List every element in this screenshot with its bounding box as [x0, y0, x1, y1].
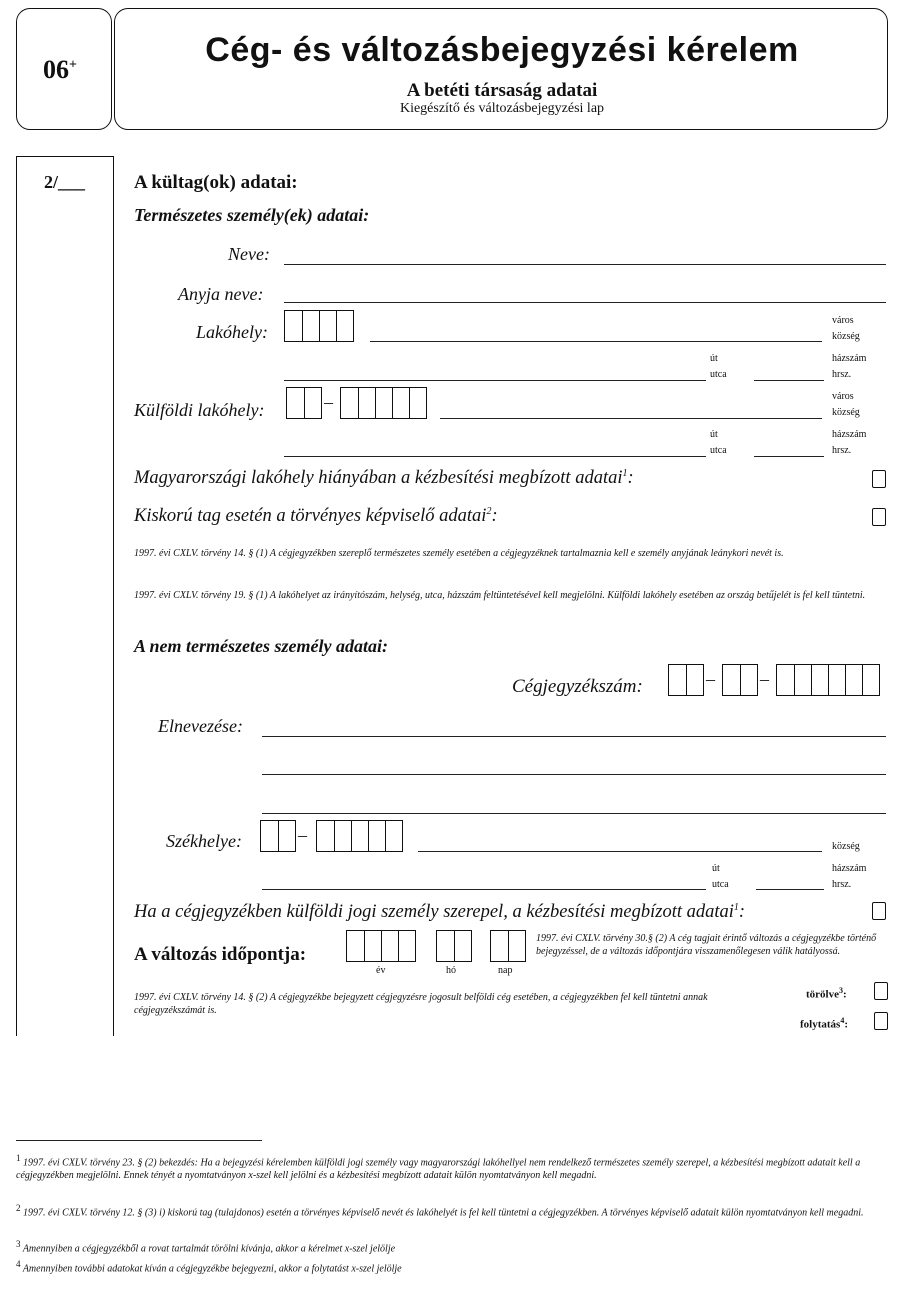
foreign-zip-cells[interactable]: [340, 387, 427, 419]
section-members-heading: A kültag(ok) adatai:: [134, 172, 298, 193]
seat-housenum-line[interactable]: [756, 889, 824, 890]
foreign-street-label: utca: [710, 445, 727, 456]
continue-label: folytatás$^4$:: [800, 1016, 848, 1031]
name-input-line[interactable]: [284, 264, 886, 265]
month-label: hó: [446, 965, 456, 976]
delete-label: törölve$^3$:: [806, 986, 847, 1001]
law-note-mother-name: 1997. évi CXLV. törvény 14. § (1) A cégjegyzékben szereplő természetes személy esetében a cégjegyzéknek tartalmaznia kell e személy anyjának leánykori nevét is.: [134, 548, 784, 559]
foreign-housenum-line[interactable]: [754, 456, 824, 457]
residence-street-line[interactable]: [284, 380, 706, 381]
change-date-month-cells[interactable]: [436, 930, 472, 962]
seat-street-label: utca: [712, 879, 729, 890]
left-column-frame: [16, 156, 114, 1036]
regno-label: Cégjegyzékszám:: [512, 676, 643, 697]
change-date-year-cells[interactable]: [346, 930, 416, 962]
regno-cells-serial[interactable]: [776, 664, 880, 696]
residence-lot-label: hrsz.: [832, 369, 852, 380]
residence-label: Lakóhely:: [196, 322, 268, 342]
foreign-city-label: város: [832, 391, 854, 402]
name-label: Neve:: [228, 244, 270, 264]
residence-city-label: város: [832, 315, 854, 326]
regno-law-note: 1997. évi CXLV. törvény 14. § (2) A cégjegyzékbe bejegyzett cégjegyzésre jogosult belföldi cég esetében, a cégjegyzékben fel kell tüntetni annak cégjegyzékszámát is.: [134, 992, 708, 1016]
residence-zip-cells[interactable]: [284, 310, 354, 342]
day-label: nap: [498, 965, 513, 976]
seat-zip-cells[interactable]: [316, 820, 403, 852]
seat-country-cells[interactable]: [260, 820, 296, 852]
foreign-street-line[interactable]: [284, 456, 706, 457]
residence-housenum-line[interactable]: [754, 380, 824, 381]
seat-city-line[interactable]: [418, 851, 822, 852]
footnote-4: $^4$ Amennyiben további adatokat kíván a cégjegyzékbe bejegyezni, akkor a folytatást x-szel jelölje: [16, 1259, 402, 1275]
form-code: 06+: [43, 55, 77, 84]
foreign-dash: –: [324, 392, 333, 412]
seat-street-line[interactable]: [262, 889, 706, 890]
foreign-village-label: község: [832, 407, 860, 418]
page-subtitle: A betéti társaság adatai: [406, 80, 598, 101]
seat-road-label: út: [712, 863, 720, 874]
foreign-road-label: út: [710, 429, 718, 440]
foreign-entity-delivery-checkbox[interactable]: [872, 902, 886, 920]
foreign-country-cells[interactable]: [286, 387, 322, 419]
foreign-lot-label: hrsz.: [832, 445, 852, 456]
seat-lot-label: hrsz.: [832, 879, 852, 890]
law-note-residence: 1997. évi CXLV. törvény 19. § (1) A lakóhelyet az irányítószám, helység, utca, házszám feltüntetésével kell megjelölni. Külföldi lakóhely esetében az ország betűjelét is fel kell tüntetni.: [134, 590, 866, 601]
footnote-2: $^2$ 1997. évi CXLV. törvény 12. § (3) i) kiskorú tag (tulajdonos) esetén a törvényes képviselő nevét és lakóhelyét is fel kell tüntetni a cégjegyzékben. A törvényes képviselő adatait külön nyomtatványon kell megadni.: [16, 1203, 864, 1219]
change-date-law-note: 1997. évi CXLV. törvény 30.§ (2) A cég tagjait érintő változás a cégjegyzékbe történő bejegyzéssel, de a változás időpontjára visszamenőlegesen válik hatályossá.: [536, 933, 877, 957]
continue-checkbox[interactable]: [874, 1012, 888, 1030]
footnote-3: $^3$ Amennyiben a cégjegyzékből a rovat tartalmát törölni kívánja, akkor a kérelmet x-szel jelölje: [16, 1239, 396, 1255]
page-title: Cég- és változásbejegyzési kérelem: [205, 31, 799, 69]
entity-name-label: Elnevezése:: [158, 716, 243, 736]
entity-name-line1[interactable]: [262, 736, 886, 737]
natural-persons-heading: Természetes személy(ek) adatai:: [134, 205, 370, 225]
residence-street-label: utca: [710, 369, 727, 380]
regno-cells-court[interactable]: [668, 664, 704, 696]
residence-village-label: község: [832, 331, 860, 342]
foreign-city-line[interactable]: [440, 418, 822, 419]
foreign-housenum-label: házszám: [832, 429, 867, 440]
residence-housenum-label: házszám: [832, 353, 867, 364]
footnote-1: $^1$ 1997. évi CXLV. törvény 23. § (2) bekezdés: Ha a bejegyzési kérelemben külföldi jogi személy vagy magyarországi lakóhellyel nem rendelkező természetes személy szerepel, a kézbesítési megbízott adatait kell a cégjegyzékben megjelölni. Ennek tényét a nyomtatványon x-szel kell jelölni és a kézbesítési megbízott adatait külön nyomtatványon kell megadni.: [16, 1153, 861, 1182]
residence-city-line[interactable]: [370, 341, 822, 342]
seat-dash: –: [298, 825, 307, 845]
page-subtitle2: Kiegészítő és változásbejegyzési lap: [399, 101, 605, 116]
change-date-day-cells[interactable]: [490, 930, 526, 962]
seat-label: Székhelye:: [166, 831, 242, 851]
entity-name-line2[interactable]: [262, 774, 886, 775]
regno-dash1: –: [706, 669, 715, 689]
delete-checkbox[interactable]: [874, 982, 888, 1000]
delivery-agent-label: Magyarországi lakóhely hiányában a kézbesítési megbízott adatai$^1$:: [134, 468, 634, 489]
entity-name-line3[interactable]: [262, 813, 886, 814]
change-date-label: A változás időpontja:: [134, 944, 307, 965]
foreign-entity-delivery-label: Ha a cégjegyzékben külföldi jogi személy szerepel, a kézbesítési megbízott adatai$^1$:: [134, 902, 746, 923]
sheet-number: 2/___: [44, 172, 86, 192]
footnote-separator: [16, 1140, 262, 1141]
mother-name-input-line[interactable]: [284, 302, 886, 303]
year-label: év: [376, 965, 386, 976]
residence-road-label: út: [710, 353, 718, 364]
regno-cells-form[interactable]: [722, 664, 758, 696]
header-title-box: [114, 8, 888, 130]
minor-representative-label: Kiskorú tag esetén a törvényes képviselő adatai$^2$:: [134, 506, 498, 527]
minor-representative-checkbox[interactable]: [872, 508, 886, 526]
regno-dash2: –: [760, 669, 769, 689]
delivery-agent-checkbox[interactable]: [872, 470, 886, 488]
legal-entity-heading: A nem természetes személy adatai:: [134, 636, 388, 656]
seat-housenum-label: házszám: [832, 863, 867, 874]
form-code-box: [16, 8, 112, 130]
foreign-residence-label: Külföldi lakóhely:: [134, 400, 265, 420]
seat-village-label: község: [832, 841, 860, 852]
mother-name-label: Anyja neve:: [178, 284, 264, 304]
